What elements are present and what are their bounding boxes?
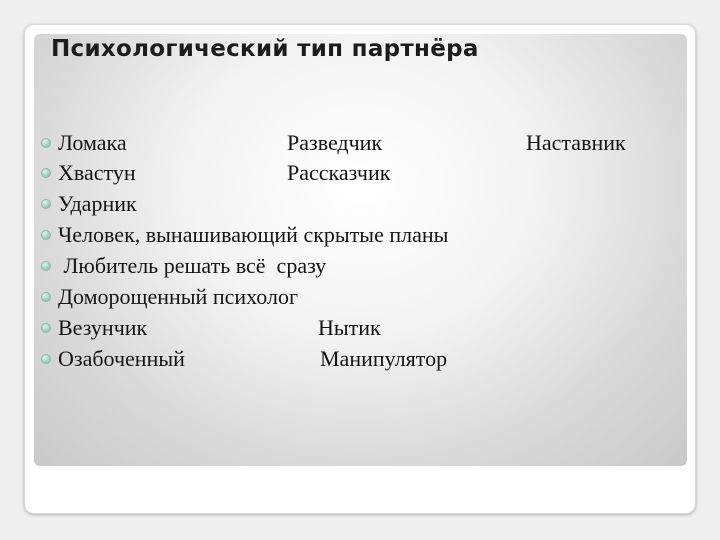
list-item <box>0 220 720 250</box>
item-text: Доморощенный психолог <box>58 284 299 309</box>
slide-title: Психологический тип партнёра <box>51 36 479 62</box>
item-text: Везунчик <box>58 315 148 340</box>
list-item <box>0 128 720 158</box>
bullet-icon <box>41 230 51 240</box>
item-text: Ударник <box>58 191 137 216</box>
item-text: Озабоченный <box>58 346 185 371</box>
item-text: Нытик <box>318 315 381 340</box>
list-item <box>0 344 720 374</box>
list-item <box>0 189 720 219</box>
item-text: Хвастун <box>58 160 136 185</box>
bullet-icon <box>41 323 51 333</box>
bullet-icon <box>41 138 51 148</box>
item-text: Разведчик <box>287 130 383 155</box>
item-text: Рассказчик <box>287 160 391 185</box>
item-text: Любитель решать всё сразу <box>58 253 327 278</box>
bullet-icon <box>41 354 51 364</box>
item-text: Ломака <box>58 130 127 155</box>
bullet-icon <box>41 261 51 271</box>
item-text: Манипулятор <box>320 346 448 371</box>
bullet-icon <box>41 292 51 302</box>
item-text: Человек, вынашивающий скрытые планы <box>58 222 449 247</box>
bullet-icon <box>41 168 51 178</box>
list-item <box>0 313 720 343</box>
list-item <box>0 158 720 188</box>
bullet-icon <box>41 199 51 209</box>
list-item <box>0 251 720 281</box>
list-item <box>0 282 720 312</box>
item-text: Наставник <box>526 130 626 155</box>
